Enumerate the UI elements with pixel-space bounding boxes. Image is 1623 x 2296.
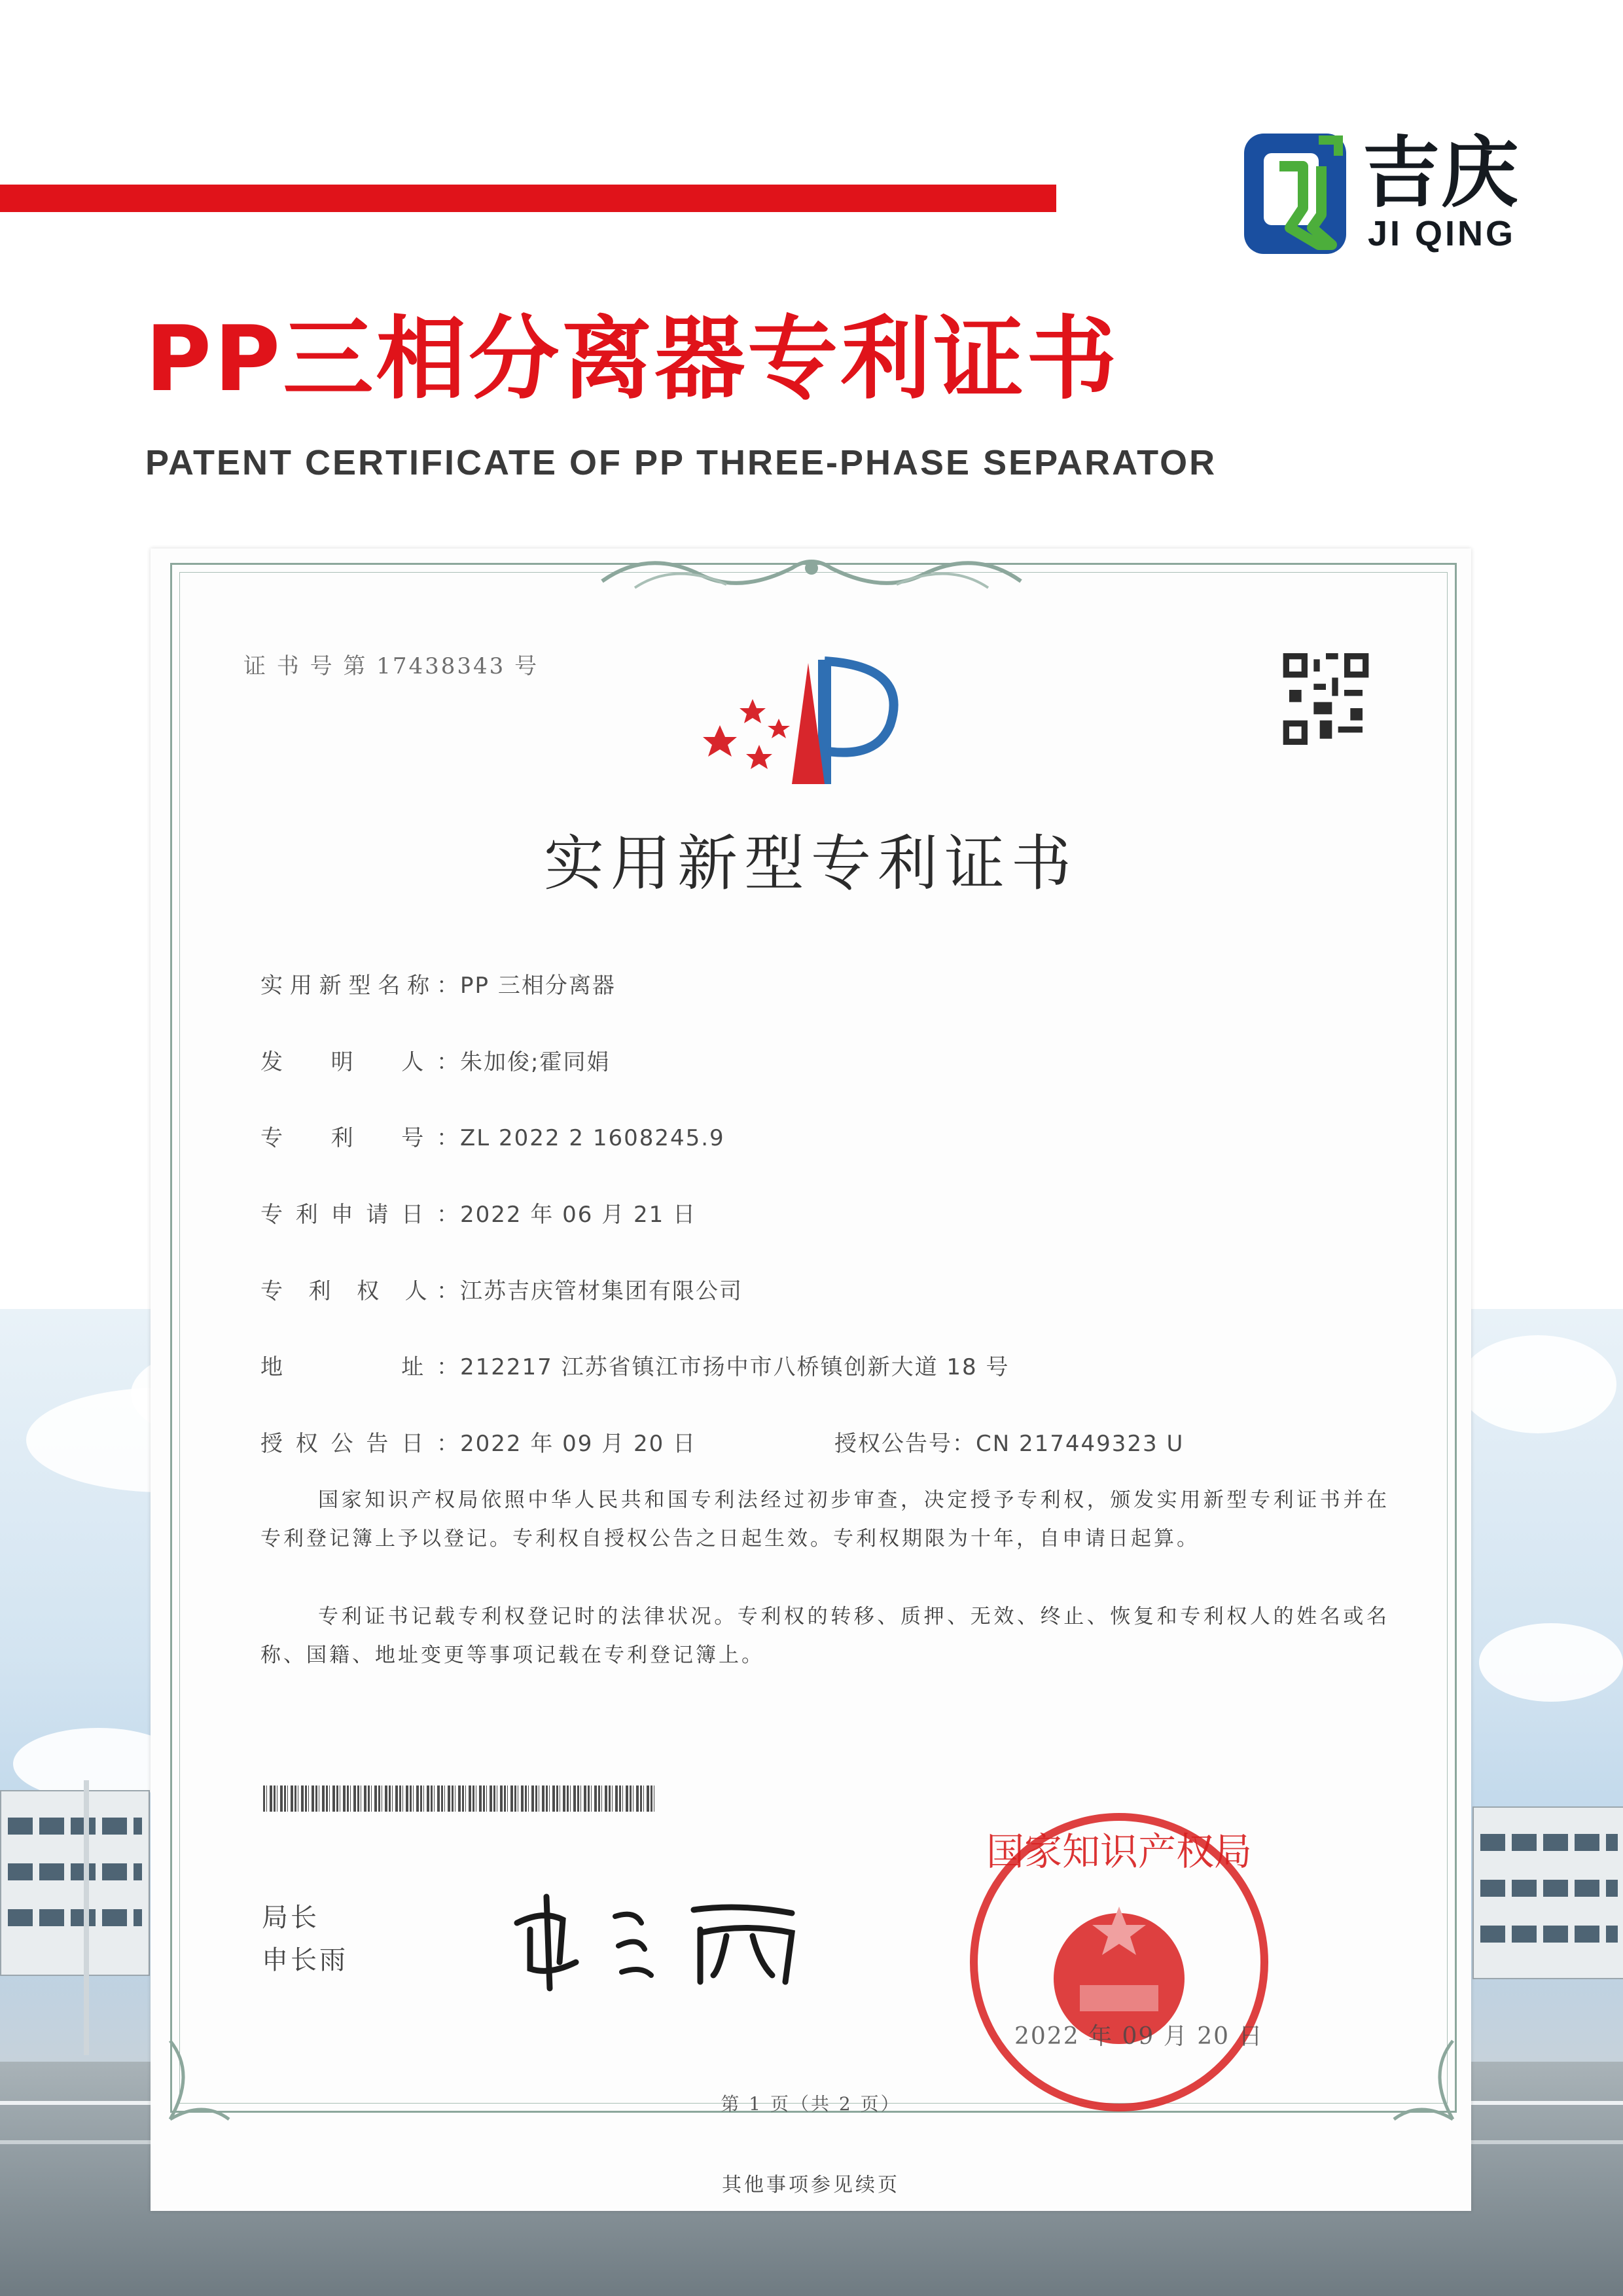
field-label: 地 址： — [260, 1354, 460, 1380]
top-ornament-icon — [596, 548, 1027, 596]
field-value: 江苏吉庆管材集团有限公司 — [460, 1278, 743, 1304]
page-number: 第 1 页（共 2 页） — [721, 2093, 901, 2115]
seal-text: 国家知识产权局 — [986, 1829, 1253, 1874]
field-utility-model-name — [260, 967, 616, 999]
field-value: ZL 2022 2 1608245.9 — [460, 1125, 725, 1151]
field-patentee — [260, 1273, 743, 1305]
qr-code-icon — [1283, 653, 1369, 745]
field-application-date — [260, 1196, 696, 1229]
patent-emblem-icon — [694, 653, 903, 791]
field-announcement-date — [260, 1426, 696, 1458]
street-lamp — [84, 1780, 89, 2055]
logo-english-text: JI QING — [1368, 214, 1516, 253]
patent-certificate — [151, 548, 1471, 2211]
field-value: 2022 年 09 月 20 日 — [460, 1431, 697, 1457]
field-value: 2022 年 06 月 21 日 — [460, 1202, 697, 1228]
field-label: 授权公告日： — [260, 1431, 460, 1457]
page-subtitle: PATENT CERTIFICATE OF PP THREE-PHASE SEPARATOR — [145, 443, 1217, 482]
page-title: PP三相分离器专利证书 — [145, 306, 1120, 412]
field-patent-number — [260, 1120, 725, 1152]
field-address — [260, 1349, 1009, 1381]
field-announcement-number: 授权公告号：CN 217449323 U — [834, 1431, 1185, 1457]
logo-chinese-text: 吉庆 — [1363, 128, 1520, 218]
left-building — [0, 1790, 150, 1976]
jiqing-logo-icon — [1240, 130, 1350, 258]
right-building — [1472, 1806, 1623, 1979]
director-name: 申长雨 — [262, 1945, 348, 1975]
field-label: 专 利 号： — [260, 1125, 460, 1151]
field-label: 发 明 人： — [260, 1049, 460, 1075]
certificate-paragraph-2: 专利证书记载专利权登记时的法律状况。专利权的转移、质押、无效、终止、恢复和专利权人的姓名或名称、国籍、地址变更等事项记载在专利登记簿上。 — [260, 1605, 1389, 1667]
barcode — [263, 1785, 656, 1812]
field-label: 专利申请日： — [260, 1202, 460, 1228]
field-label: 专 利 权 人： — [260, 1278, 460, 1304]
footer-note: 其他事项参见续页 — [722, 2174, 900, 2197]
field-inventor — [260, 1044, 610, 1076]
field-value: 212217 江苏省镇江市扬中市八桥镇创新大道 18 号 — [460, 1354, 1010, 1380]
field-label: 实用新型名称： — [260, 973, 460, 999]
red-accent-bar — [0, 185, 1056, 212]
director-title: 局长 — [262, 1903, 319, 1933]
certificate-serial-number: 证 书 号 第 17438343 号 — [243, 653, 539, 679]
certificate-paragraph-1: 国家知识产权局依照中华人民共和国专利法经过初步审查，决定授予专利权，颁发实用新型专利证书并在专利登记簿上予以登记。专利权自授权公告之日起生效。专利权期限为十年，自申请日起算。 — [260, 1488, 1389, 1551]
field-value: PP 三相分离器 — [460, 973, 616, 999]
certificate-title: 实用新型专利证书 — [543, 829, 1078, 899]
national-emblem-icon — [965, 1808, 1273, 2116]
handwritten-signature — [504, 1884, 831, 1995]
seal-date: 2022 年 09 月 20 日 — [1014, 2023, 1264, 2050]
field-value: 朱加俊;霍同娟 — [460, 1049, 611, 1075]
